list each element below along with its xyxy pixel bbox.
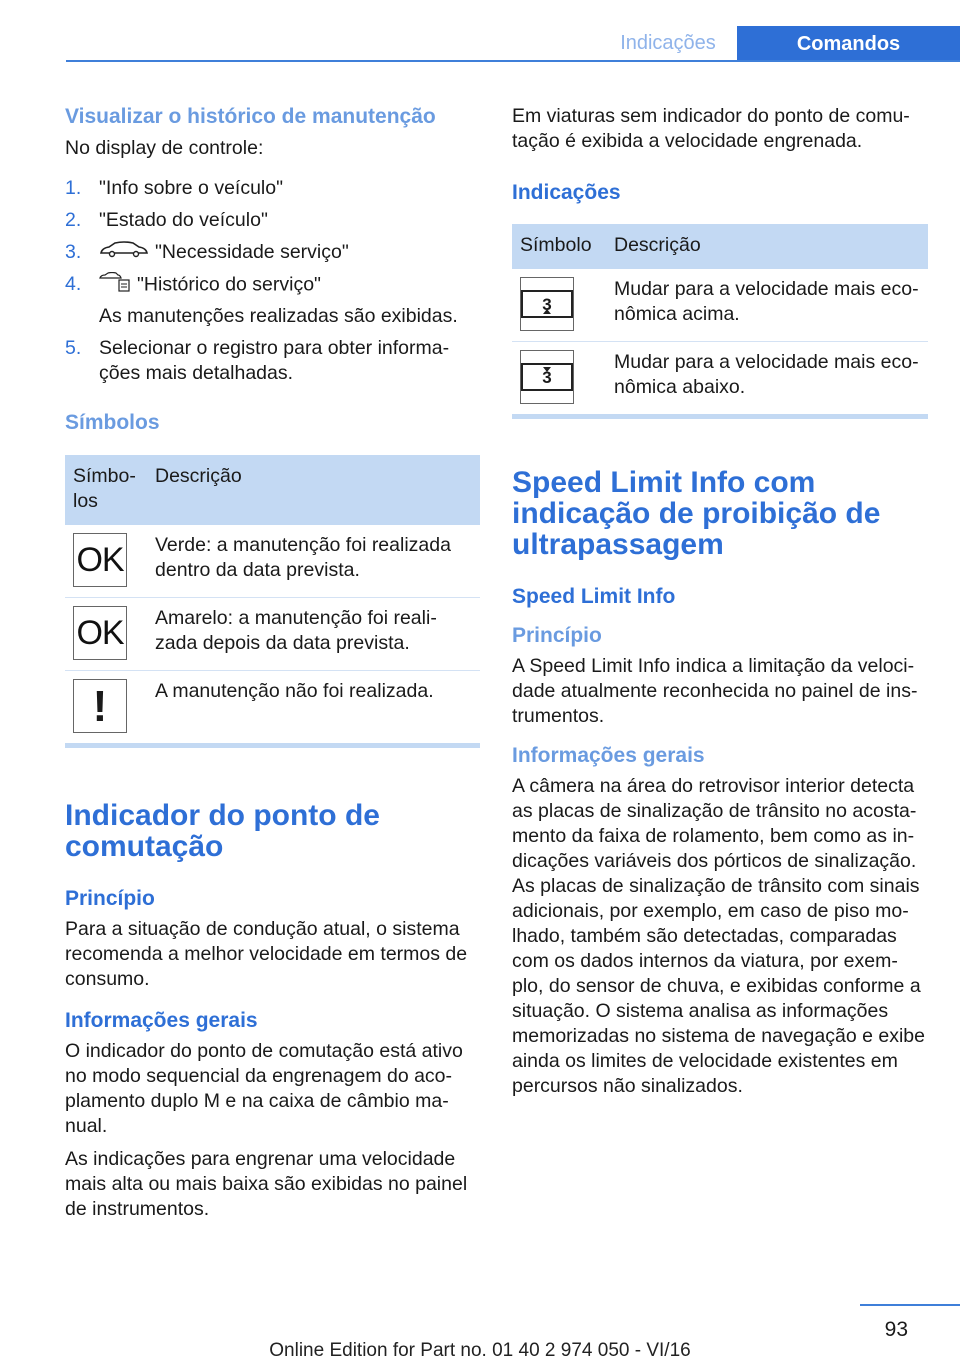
indications-heading: Indicações — [512, 181, 621, 204]
steps-list — [65, 176, 480, 386]
column-header-symbol: Símbo‐los — [65, 455, 147, 525]
general-info-heading: Informações gerais — [512, 744, 705, 767]
step-number: 2. — [65, 209, 82, 231]
tab-commands[interactable]: Comandos — [737, 26, 960, 62]
sli-heading: Speed Limit Info — [512, 585, 676, 608]
table-row — [512, 342, 928, 415]
step-text: Selecionar o registro para obter informa‐ções mais detalhadas. — [99, 337, 450, 384]
shift-indicator-title: Indicador do ponto de comutação — [65, 799, 380, 863]
car-service-icon — [99, 240, 149, 265]
tab-indications[interactable]: Indicações — [620, 31, 716, 54]
table-header-row — [512, 224, 928, 269]
maintenance-intro: No display de controle: — [65, 137, 264, 159]
principle-heading: Princípio — [512, 624, 602, 647]
step-subtext: As manutenções realizadas são exibidas. — [99, 305, 458, 327]
table-header-row — [65, 455, 480, 525]
step-text: "Necessidade serviço" — [155, 241, 349, 263]
symbols-table — [65, 455, 480, 748]
table-row — [65, 525, 480, 598]
page-number: 93 — [884, 1318, 908, 1341]
step-number: 1. — [65, 177, 82, 199]
list-item — [65, 336, 480, 386]
ok-yellow-icon: OK — [73, 606, 127, 660]
exclamation-icon: ! — [73, 679, 127, 733]
footer-rule — [860, 1304, 960, 1306]
step-number: 4. — [65, 273, 82, 295]
symbols-heading: Símbolos — [65, 411, 160, 434]
table-cell-description: Mudar para a velocidade mais eco‐nômica abaixo. — [614, 351, 919, 398]
table-row — [512, 269, 928, 342]
table-bottom-rule — [65, 743, 480, 748]
header-rule — [66, 60, 960, 62]
step-text: "Info sobre o veículo" — [99, 177, 284, 199]
step-text: "Estado do veículo" — [99, 209, 268, 231]
principle-text: A Speed Limit Info indica a limitação da veloci‐dade atualmente reconhecida no painel de ins‐trumentos. — [512, 655, 918, 727]
maintenance-history-section — [65, 104, 480, 161]
maintenance-history-heading: Visualizar o histórico de manutenção — [65, 105, 436, 128]
column-header-symbol: Símbolo — [512, 224, 606, 269]
step-number: 5. — [65, 337, 82, 359]
principle-text: Para a situação de condução atual, o sistema recomenda a melhor velocidade em termos de consumo. — [65, 918, 468, 990]
list-item — [65, 176, 480, 208]
right-intro: Em viaturas sem indicador do ponto de comu‐tação é exibida a velocidade engrenada. — [512, 105, 910, 152]
gear-up-icon: 3 — [520, 277, 574, 331]
general-info-text: A câmera na área do retrovisor interior detecta as placas de sinalização de trânsito no acosta‐mento da faixa de rolamento, bem como as in‐dicações variáveis dos pórticos de sinalização. As placas de sinalização de trânsito com sinais adicionais, por exemplo, em caso de piso mo‐lhado, também são detectadas, comparadas com os dados internos da viatura, por exem‐plo, do sensor de chuva, e exibidas conforme a situação. O sistema analisa as informações memorizadas no sistema de navegação e exibe ainda os limites de velocidade existentes em percursos não sinalizados. — [512, 775, 925, 1097]
step-text: "Histórico do serviço" — [137, 273, 321, 296]
general-info-text-2: As indicações para engrenar uma velocidade mais alta ou mais baixa são exibidas no painel de instrumentos. — [65, 1148, 468, 1220]
speed-limit-info-title: Speed Limit Info com indicação de proibição de ultrapassagem — [512, 466, 881, 561]
table-bottom-rule — [512, 414, 928, 419]
column-header-description: Descrição — [606, 224, 928, 269]
indications-table — [512, 224, 928, 419]
table-row — [65, 598, 480, 671]
table-cell-description: Amarelo: a manutenção foi reali‐zada depois da data prevista. — [147, 598, 480, 671]
column-header-description: Descrição — [147, 455, 480, 525]
principle-heading: Princípio — [65, 887, 155, 910]
list-item — [65, 240, 480, 272]
table-cell-description: A manutenção não foi realizada. — [155, 680, 434, 702]
shift-indicator-body — [65, 886, 480, 1222]
general-info-heading: Informações gerais — [65, 1009, 258, 1032]
general-info-text: O indicador do ponto de comutação está ativo no modo sequencial da engrenagem do aco‐plamento duplo M e na caixa de câmbio ma‐nual. — [65, 1040, 463, 1137]
ok-green-icon: OK — [73, 533, 127, 587]
table-cell-description: Verde: a manutenção foi realizada dentro da data prevista. — [147, 525, 480, 598]
list-item — [65, 272, 480, 304]
speed-limit-info-body — [512, 584, 928, 1099]
gear-down-icon: 3 — [520, 350, 574, 404]
list-item — [65, 208, 480, 240]
edition-footer: Online Edition for Part no. 01 40 2 974 050 - VI/16 — [269, 1340, 691, 1361]
table-row — [65, 671, 480, 744]
table-cell-description: Mudar para a velocidade mais eco‐nômica acima. — [606, 269, 928, 342]
step-number: 3. — [65, 241, 82, 263]
service-history-icon — [99, 272, 131, 299]
